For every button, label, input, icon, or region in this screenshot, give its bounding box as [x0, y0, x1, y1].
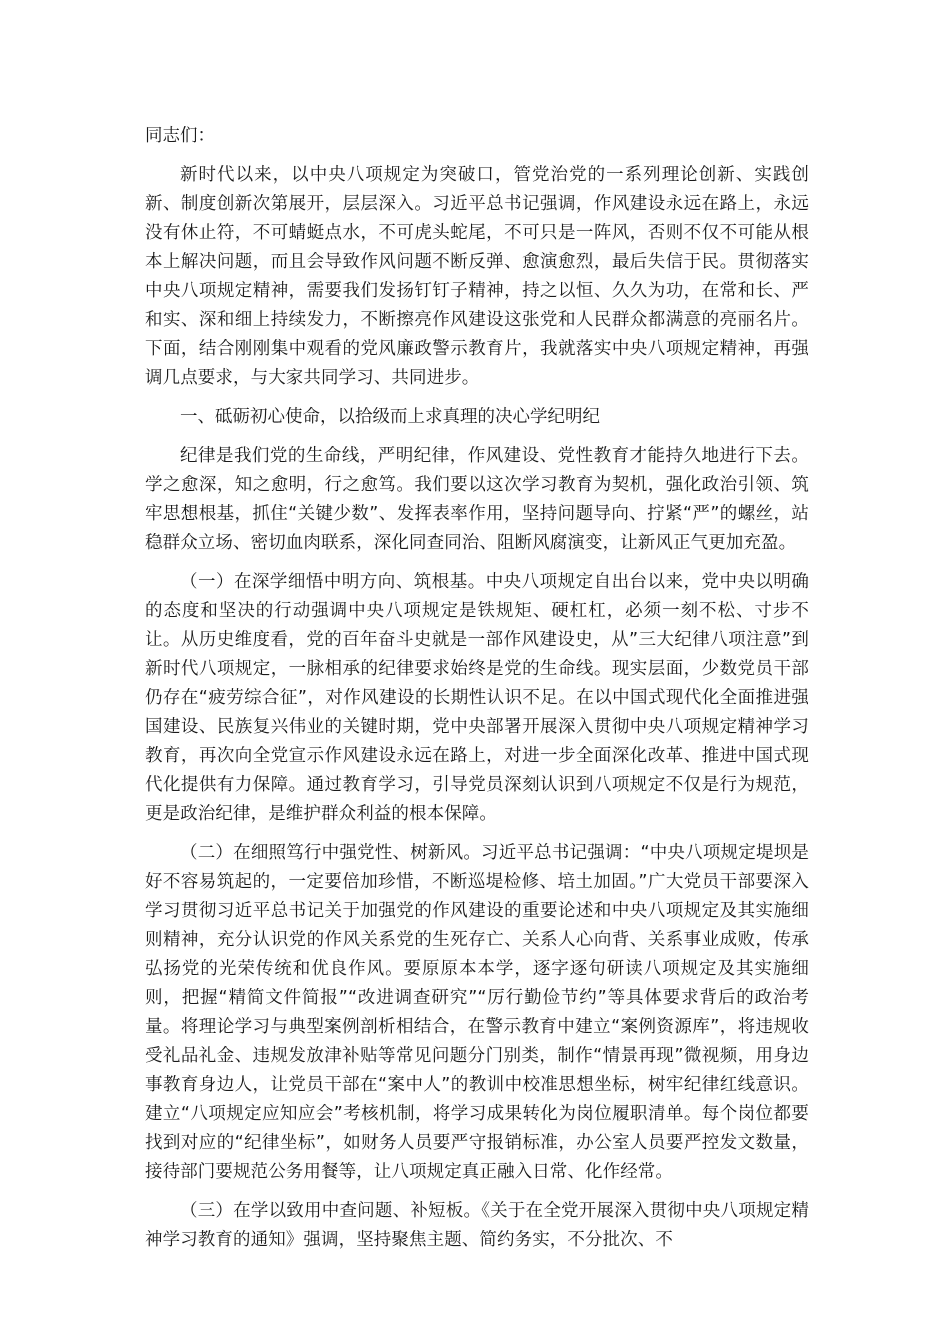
- paragraph-intro: 新时代以来，以中央八项规定为突破口，管党治党的一系列理论创新、实践创新、制度创新次第展开，层层深入。习近平总书记强调，作风建设永远在路上，永远没有休止符，不可蜻蜓点水，不可虎头蛇尾，不可只是一阵风，否则不仅不可能从根本上解决问题，而且会导致作风问题不断反弹、愈演愈烈，最后失信于民。贯彻落实中央八项规定精神，需要我们发扬钉钉子精神，持之以恒、久久为功，在常和长、严和实、深和细上持续发力，不断擦亮作风建设这张党和人民群众都满意的亮丽名片。下面，结合刚刚集中观看的党风廉政警示教育片，我就落实中央八项规定精神，再强调几点要求，与大家共同学习、共同进步。: [145, 165, 809, 388]
- document-page: [145, 122, 809, 1255]
- paragraph-subsection-2: （二）在细照笃行中强党性、树新风。习近平总书记强调：“中央八项规定堤坝是好不容易筑起的，一定要倍加珍惜，不断巡堤检修、培土加固。”广大党员干部要深入学习贯彻习近平总书记关于加强党的作风建设的重要论述和中央八项规定及其实施细则精神，充分认识党的作风关系党的生死存亡、关系人心向背、关系事业成败，传承弘扬党的光荣传统和优良作风。要原原本本学，逐字逐句研读八项规定及其实施细则，把握“精简文件简报”“改进调查研究”“厉行勤俭节约”等具体要求背后的政治考量。将理论学习与典型案例剖析相结合，在警示教育中建立“案例资源库”，将违规收受礼品礼金、违规发放津补贴等常见问题分门别类，制作“情景再现”微视频，用身边事教育身边人，让党员干部在“案中人”的教训中校准思想坐标，树牢纪律红线意识。建立“八项规定应知应会”考核机制，将学习成果转化为岗位履职清单。每个岗位都要找到对应的“纪律坐标”，如财务人员要严守报销标准，办公室人员要严控发文数量，接待部门要规范公务用餐等，让八项规定真正融入日常、化作经常。: [145, 843, 809, 1182]
- paragraph-subsection-3: （三）在学以致用中查问题、补短板。《关于在全党开展深入贯彻中央八项规定精神学习教育的通知》强调，坚持聚焦主题、简约务实，不分批次、不: [145, 1201, 809, 1250]
- section-heading-1: 一、砥砺初心使命，以拾级而上求真理的决心学纪明纪: [180, 407, 600, 427]
- paragraph-section-1: 纪律是我们党的生命线，严明纪律，作风建设、党性教育才能持久地进行下去。学之愈深，知之愈明，行之愈笃。我们要以这次学习教育为契机，强化政治引领、筑牢思想根基，抓住“关键少数”、发挥表率作用，坚持问题导向、拧紧“严”的螺丝，站稳群众立场、密切血肉联系，深化同查同治、阻断风腐演变，让新风正气更加充盈。: [145, 446, 809, 553]
- salutation: 同志们：: [145, 126, 215, 146]
- paragraph-subsection-1: （一）在深学细悟中明方向、筑根基。中央八项规定自出台以来，党中央以明确的态度和坚决的行动强调中央八项规定是铁规矩、硬杠杠，必须一刻不松、寸步不让。从历史维度看，党的百年奋斗史就是一部作风建设史，从”三大纪律八项注意”到新时代八项规定，一脉相承的纪律要求始终是党的生命线。现实层面，少数党员干部仍存在“疲劳综合征”，对作风建设的长期性认识不足。在以中国式现代化全面推进强国建设、民族复兴伟业的关键时期，党中央部署开展深入贯彻中央八项规定精神学习教育，再次向全党宣示作风建设永远在路上，对进一步全面深化改革、推进中国式现代化提供有力保障。通过教育学习，引导党员深刻认识到八项规定不仅是行为规范，更是政治纪律，是维护群众利益的根本保障。: [145, 572, 809, 824]
